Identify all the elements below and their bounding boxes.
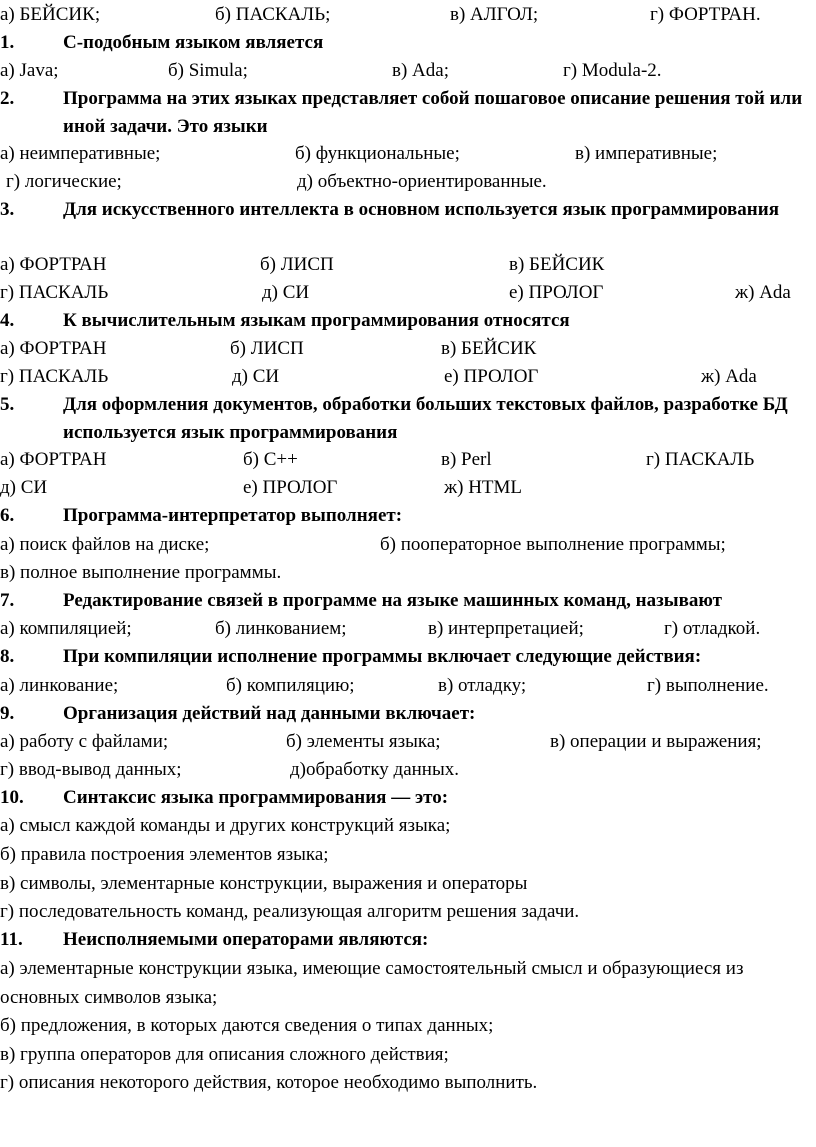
q4-option-b: б) ЛИСП [230, 338, 304, 359]
q4-option-g: ж) Ada [701, 366, 757, 387]
q9-option-b: б) элементы языка; [286, 731, 441, 752]
question-10 [0, 784, 816, 812]
question-text: Неисполняемыми операторами являются: [63, 929, 429, 950]
q7-options-row [0, 614, 816, 644]
q9-option-e: д)обработку данных. [290, 759, 459, 780]
question-8 [0, 643, 816, 671]
question-11 [0, 926, 816, 954]
q2-option-d: г) логические; [6, 171, 122, 192]
q3-option-e: д) СИ [262, 282, 310, 303]
question-number: 5. [0, 394, 15, 415]
q8-option-c: в) отладку; [438, 675, 527, 696]
question-number: 1. [0, 32, 15, 53]
q6-options-row-2 [0, 558, 816, 588]
q11-option-a: а) элементарные конструкции языка, имеющие самостоятельный смысл и образующиеся из основных символов языка; [0, 958, 744, 1008]
q7-option-d: г) отладкой. [664, 618, 761, 639]
question-4 [0, 307, 816, 335]
q2-option-e: д) объектно-ориентированные. [297, 171, 547, 192]
q1-option-d: г) Modula-2. [563, 60, 662, 81]
question-2 [0, 85, 816, 141]
question-6 [0, 502, 816, 530]
question-text: Редактирование связей в программе на языке машинных команд, называют [63, 590, 722, 611]
q5-option-e: д) СИ [0, 477, 48, 498]
q10-option-d: г) последовательность команд, реализующая алгоритм решения задачи. [0, 901, 580, 922]
question-1 [0, 29, 816, 57]
q0-option-c: в) АЛГОЛ; [450, 4, 539, 25]
q9-option-c: в) операции и выражения; [550, 731, 762, 752]
q7-option-b: б) линкованием; [215, 618, 347, 639]
question-text: Для искусственного интеллекта в основном используется язык программирования [63, 199, 779, 220]
q4-option-f: е) ПРОЛОГ [444, 366, 539, 387]
q7-option-a: а) компиляцией; [0, 618, 132, 639]
q3-option-a: а) ФОРТРАН [0, 254, 107, 275]
q5-option-d: г) ПАСКАЛЬ [646, 449, 755, 470]
q4-option-a: а) ФОРТРАН [0, 338, 107, 359]
q3-option-d: г) ПАСКАЛЬ [0, 282, 109, 303]
q0-option-b: б) ПАСКАЛЬ; [215, 4, 331, 25]
q3-option-g: ж) Ada [735, 282, 791, 303]
question-number: 3. [0, 199, 15, 220]
q3-option-f: е) ПРОЛОГ [509, 282, 604, 303]
q9-options-row-1 [0, 727, 816, 757]
question-text: Организация действий над данными включает: [63, 703, 476, 724]
q3-options-row-2 [0, 278, 816, 308]
q4-options-row-1 [0, 334, 816, 364]
q8-option-b: б) компиляцию; [226, 675, 355, 696]
q2-option-b: б) функциональные; [295, 143, 460, 164]
q0-option-a: а) БЕЙСИК; [0, 4, 101, 25]
q10-option-a: а) смысл каждой команды и других конструкций языка; [0, 815, 451, 836]
question-number: 7. [0, 590, 15, 611]
q2-options-row-2 [0, 167, 816, 197]
question-7 [0, 587, 816, 615]
q5-option-c: в) Perl [441, 449, 492, 470]
q9-options-row-2 [0, 755, 816, 785]
question-5 [0, 391, 816, 447]
q5-option-b: б) С++ [243, 449, 298, 470]
q10-option-b: б) правила построения элементов языка; [0, 844, 329, 865]
q11-option-b: б) предложения, в которых даются сведения о типах данных; [0, 1015, 494, 1036]
question-number: 9. [0, 703, 15, 724]
question-number: 6. [0, 505, 15, 526]
question-text: Программа на этих языках представляет собой пошаговое описание решения той или иной задачи. Это языки [63, 88, 803, 137]
q1-option-a: а) Java; [0, 60, 59, 81]
q5-options-row-1 [0, 445, 816, 475]
q2-option-a: а) неимперативные; [0, 143, 161, 164]
q5-options-row-2 [0, 473, 816, 503]
question-text: С-подобным языком является [63, 32, 324, 53]
q1-option-c: в) Ada; [392, 60, 449, 81]
q9-option-d: г) ввод-вывод данных; [0, 759, 182, 780]
q0-option-d: г) ФОРТРАН. [650, 4, 761, 25]
q3-options-row-1 [0, 250, 816, 280]
q4-option-e: д) СИ [232, 366, 280, 387]
q8-options-row [0, 671, 816, 701]
q8-option-d: г) выполнение. [647, 675, 769, 696]
q3-option-c: в) БЕЙСИК [509, 254, 605, 275]
q9-option-a: а) работу с файлами; [0, 731, 169, 752]
q11-option-c: в) группа операторов для описания сложного действия; [0, 1044, 449, 1065]
q6-options-row-1 [0, 530, 816, 560]
question-number: 4. [0, 310, 15, 331]
q5-option-g: ж) HTML [444, 477, 523, 498]
q1-option-b: б) Simula; [168, 60, 248, 81]
question-9 [0, 700, 816, 728]
q11-option-d: г) описания некоторого действия, которое необходимо выполнить. [0, 1072, 538, 1093]
question-text: При компиляции исполнение программы включает следующие действия: [63, 646, 702, 667]
q10-option-c: в) символы, элементарные конструкции, выражения и операторы [0, 873, 528, 894]
q4-options-row-2 [0, 362, 816, 392]
q4-option-d: г) ПАСКАЛЬ [0, 366, 109, 387]
question-text: Синтаксис языка программирования — это: [63, 787, 449, 808]
q5-option-f: е) ПРОЛОГ [243, 477, 338, 498]
question-3 [0, 196, 816, 252]
q0-options-row [0, 0, 816, 30]
q8-option-a: а) линкование; [0, 675, 119, 696]
q6-option-b: б) пооператорное выполнение программы; [380, 534, 726, 555]
q3-option-b: б) ЛИСП [260, 254, 334, 275]
q4-option-c: в) БЕЙСИК [441, 338, 537, 359]
question-text: Для оформления документов, обработки больших текстовых файлов, разработке БД используется язык программирования [63, 394, 788, 443]
q5-option-a: а) ФОРТРАН [0, 449, 107, 470]
q1-options-row [0, 56, 816, 86]
question-number: 10. [0, 787, 24, 808]
q7-option-c: в) интерпретацией; [428, 618, 584, 639]
q2-option-c: в) императивные; [575, 143, 718, 164]
question-text: К вычислительным языкам программирования относятся [63, 310, 570, 331]
q6-option-c: в) полное выполнение программы. [0, 562, 282, 583]
question-number: 8. [0, 646, 15, 667]
q2-options-row-1 [0, 139, 816, 169]
question-number: 11. [0, 929, 23, 950]
question-text: Программа-интерпретатор выполняет: [63, 505, 403, 526]
question-number: 2. [0, 88, 15, 109]
q6-option-a: а) поиск файлов на диске; [0, 534, 210, 555]
